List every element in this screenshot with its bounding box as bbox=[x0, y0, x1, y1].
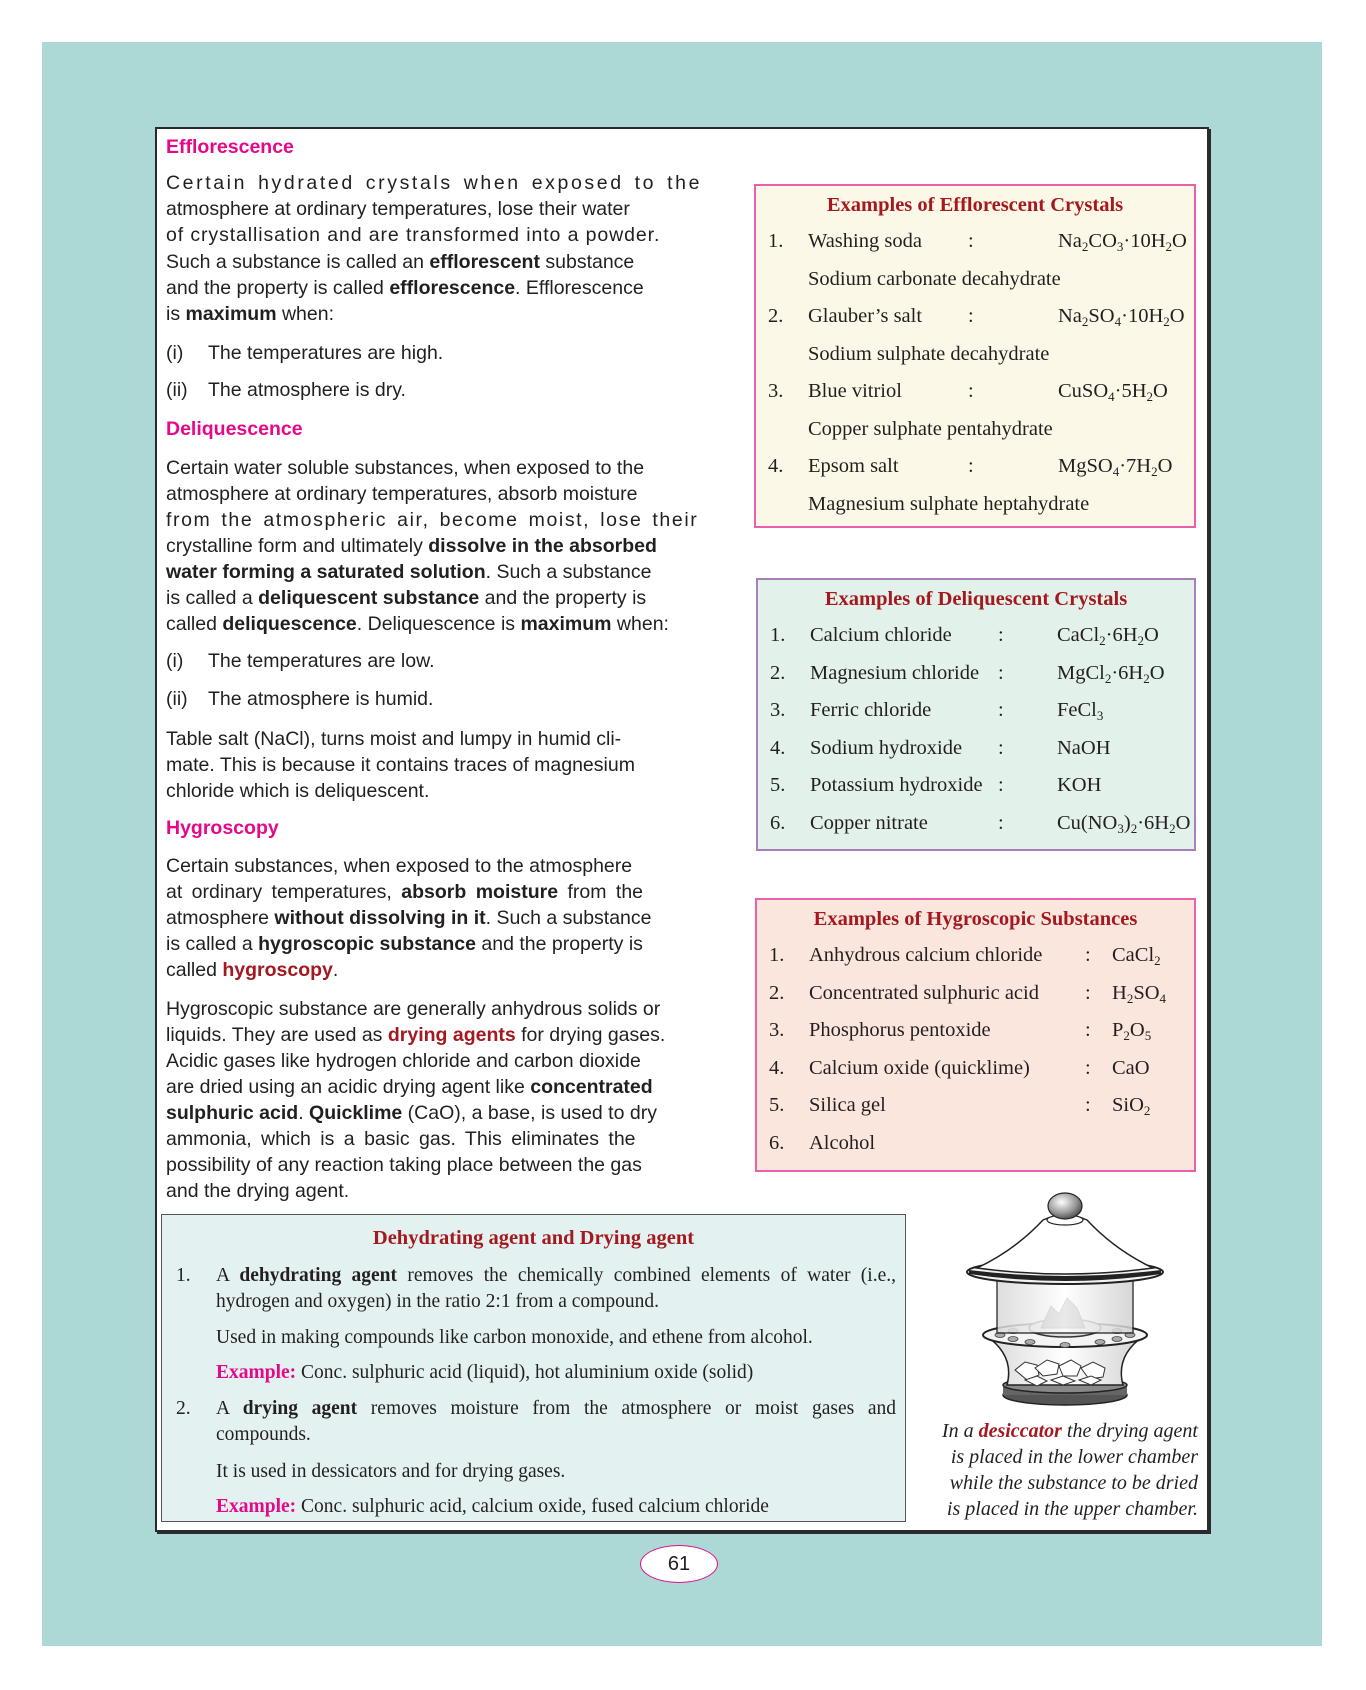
text: . Deliquescence is bbox=[356, 613, 521, 635]
item-formula: $CuSO_4\cdot 5H_2O$ bbox=[1058, 380, 1168, 404]
term-absorb-moisture: absorb moisture bbox=[401, 881, 559, 903]
efflorescence-condition-2 bbox=[166, 379, 406, 402]
text: removes the chemically combined elements of water (i.e., bbox=[397, 1265, 896, 1286]
description-text: Copper sulphate pentahydrate bbox=[808, 417, 1053, 440]
text: In a bbox=[941, 1420, 979, 1442]
deliquescence-condition-2 bbox=[166, 688, 433, 711]
term-concentrated: concentrated bbox=[530, 1076, 653, 1098]
text: crystalline form and ultimately bbox=[166, 535, 429, 557]
box-title: Examples of Deliquescent Crystals bbox=[824, 588, 1128, 610]
separator-colon: : bbox=[1085, 1019, 1091, 1042]
item-name: Glauber’s salt bbox=[808, 305, 923, 327]
hygroscopy-line-4 bbox=[166, 931, 720, 957]
text: is called a bbox=[166, 587, 259, 609]
text: A bbox=[216, 1265, 240, 1286]
example-row bbox=[770, 662, 1190, 690]
text: at ordinary temperatures, bbox=[166, 881, 402, 903]
item-number: 1. bbox=[176, 1265, 191, 1286]
efflorescence-line-5 bbox=[166, 275, 720, 301]
item-name: Copper nitrate bbox=[810, 812, 928, 834]
hygroscopy-line-3 bbox=[166, 905, 720, 931]
deliquescence-line-6 bbox=[166, 585, 720, 611]
item-formula: $H_2SO_4$ bbox=[1112, 981, 1167, 1006]
item-name: Blue vitriol bbox=[808, 380, 902, 402]
term-deliquescence: deliquescence bbox=[222, 613, 357, 635]
example-row bbox=[768, 230, 1188, 258]
item-formula: FeCl$_3$ bbox=[1057, 699, 1104, 724]
text: and the property is called bbox=[166, 277, 390, 299]
drying-use: It is used in dessicators and for drying gases. bbox=[216, 1461, 566, 1482]
hygroscopy-p2-line-8: and the drying agent. bbox=[166, 1180, 350, 1202]
deliquescence-line-2: atmosphere at ordinary temperatures, absorb moisture bbox=[166, 483, 638, 505]
separator-colon: : bbox=[998, 624, 1004, 646]
example-row bbox=[769, 1094, 1189, 1122]
separator-colon: : bbox=[998, 774, 1004, 797]
example-row bbox=[770, 737, 1190, 765]
item-name: Magnesium chloride bbox=[810, 661, 980, 684]
example-row bbox=[770, 624, 1190, 652]
item-number: 2. bbox=[768, 305, 784, 327]
example-row bbox=[769, 982, 1189, 1010]
term-desiccator: desiccator bbox=[978, 1420, 1062, 1442]
drying-line-2: compounds. bbox=[216, 1424, 311, 1445]
item-formula: CaCl$_2$ bbox=[1112, 944, 1161, 968]
separator-colon: : bbox=[968, 305, 974, 327]
deliquescence-line-4 bbox=[166, 533, 720, 559]
text: Such a substance is called an bbox=[166, 251, 430, 273]
item-number: 5. bbox=[769, 1094, 785, 1117]
separator-colon: : bbox=[998, 699, 1004, 722]
item-formula: CaO bbox=[1112, 1056, 1150, 1079]
term-deliquescent-substance: deliquescent substance bbox=[258, 587, 480, 609]
item-formula: $CaCl_2\cdot 6H_2O$ bbox=[1057, 624, 1159, 648]
box-title: Examples of Hygroscopic Substances bbox=[813, 908, 1138, 930]
item-number: 3. bbox=[770, 699, 786, 722]
condition-text: The atmosphere is dry. bbox=[208, 379, 406, 401]
text: the drying agent bbox=[1061, 1420, 1198, 1442]
efflorescent-examples-box bbox=[754, 184, 1196, 528]
item-formula: $Na_2CO_3\cdot 10H_2O$ bbox=[1058, 230, 1187, 254]
text: . bbox=[332, 959, 339, 981]
text: from the bbox=[558, 881, 644, 903]
example-row bbox=[769, 1057, 1189, 1085]
dehydrating-example bbox=[216, 1362, 753, 1384]
deliquescence-line-5 bbox=[166, 559, 720, 585]
deliquescence-condition-1 bbox=[166, 650, 435, 673]
text: is bbox=[166, 303, 186, 325]
efflorescence-line-2: atmosphere at ordinary temperatures, lose their water bbox=[166, 198, 630, 220]
term-dehydrating-agent: dehydrating agent bbox=[239, 1265, 398, 1286]
heading-deliquescence: Deliquescence bbox=[166, 418, 303, 440]
text: are dried using an acidic drying agent like bbox=[166, 1076, 531, 1098]
hygroscopy-p2-line-7: possibility of any reaction taking place between the gas bbox=[166, 1154, 642, 1176]
separator-colon: : bbox=[1085, 1056, 1091, 1079]
example-row bbox=[768, 455, 1188, 483]
condition-number: (ii) bbox=[166, 688, 188, 710]
description-text: Magnesium sulphate heptahydrate bbox=[808, 492, 1090, 515]
item-name: Phosphorus pentoxide bbox=[809, 1019, 991, 1042]
item-number: 4. bbox=[769, 1056, 785, 1079]
page-number: 61 bbox=[640, 1545, 718, 1583]
text: . Efflorescence bbox=[515, 277, 644, 299]
item-number: 4. bbox=[768, 455, 784, 477]
item-formula: $Cu(NO_3)_2\cdot 6H_2O$ bbox=[1057, 812, 1191, 836]
hygroscopy-line-2 bbox=[166, 879, 720, 905]
item-formula: NaOH bbox=[1057, 736, 1111, 759]
efflorescence-line-4 bbox=[166, 249, 720, 275]
text: liquids. They are used as bbox=[166, 1024, 388, 1046]
drying-example bbox=[216, 1496, 769, 1518]
example-text: Conc. sulphuric acid (liquid), hot aluminium oxide (solid) bbox=[296, 1362, 754, 1383]
separator-colon: : bbox=[998, 812, 1004, 834]
deliquescence-line-1: Certain water soluble substances, when exposed to the bbox=[166, 457, 645, 479]
item-formula: $P_2O_5$ bbox=[1112, 1019, 1152, 1044]
item-number: 3. bbox=[768, 380, 784, 402]
item-name: Washing soda bbox=[808, 230, 922, 252]
condition-number: (ii) bbox=[166, 379, 188, 401]
term-dissolve: dissolve in the absorbed bbox=[428, 535, 657, 557]
efflorescence-condition-1 bbox=[166, 342, 443, 365]
text: when: bbox=[276, 303, 334, 325]
example-row bbox=[768, 305, 1188, 333]
condition-number: (i) bbox=[166, 342, 184, 364]
heading-efflorescence: Efflorescence bbox=[166, 136, 294, 158]
hygroscopy-line-5 bbox=[166, 957, 720, 983]
dehydrating-drying-agent-box bbox=[161, 1214, 906, 1522]
separator-colon: : bbox=[1085, 944, 1091, 966]
separator-colon: : bbox=[1085, 1094, 1091, 1117]
item-name: Potassium hydroxide bbox=[810, 774, 983, 797]
example-row bbox=[770, 699, 1190, 727]
example-row bbox=[769, 1132, 1189, 1160]
dehydrating-line-2: hydrogen and oxygen) in the ratio 2:1 from a compound. bbox=[216, 1291, 659, 1312]
separator-colon: : bbox=[968, 230, 974, 252]
term-efflorescence: efflorescence bbox=[389, 277, 516, 299]
item-number: 6. bbox=[769, 1132, 785, 1154]
item-name: Sodium hydroxide bbox=[810, 736, 963, 759]
box-title: Dehydrating agent and Drying agent bbox=[372, 1227, 695, 1249]
item-name: Calcium oxide (quicklime) bbox=[809, 1056, 1030, 1079]
item-number: 1. bbox=[770, 624, 786, 646]
dehydrating-use: Used in making compounds like carbon monoxide, and ethene from alcohol. bbox=[216, 1327, 813, 1348]
term-drying-agents: drying agents bbox=[387, 1024, 516, 1046]
text: A bbox=[216, 1398, 243, 1419]
text: atmosphere bbox=[166, 907, 275, 929]
example-row bbox=[768, 380, 1188, 408]
text: and the property is bbox=[479, 587, 647, 609]
item-number: 1. bbox=[769, 944, 785, 966]
hygroscopic-examples-box bbox=[755, 898, 1196, 1172]
deliquescence-line-7 bbox=[166, 611, 720, 637]
heading-hygroscopy: Hygroscopy bbox=[166, 817, 279, 839]
text: substance bbox=[539, 251, 635, 273]
deliquescent-examples-box bbox=[756, 578, 1196, 851]
text: and the property is bbox=[475, 933, 643, 955]
description-text: Sodium carbonate decahydrate bbox=[808, 267, 1061, 290]
item-number: 3. bbox=[769, 1019, 785, 1042]
item-number: 1. bbox=[768, 230, 784, 252]
dehydrating-line-1 bbox=[216, 1265, 896, 1287]
term-sulphuric-acid: sulphuric acid bbox=[166, 1102, 299, 1124]
item-number: 5. bbox=[770, 774, 786, 797]
condition-text: The temperatures are low. bbox=[208, 650, 435, 672]
item-name: Epsom salt bbox=[808, 455, 899, 477]
deliquescence-note-line-2: mate. This is because it contains traces of magnesium bbox=[166, 754, 635, 776]
condition-text: The atmosphere is humid. bbox=[208, 688, 434, 710]
item-number: 2. bbox=[176, 1398, 191, 1419]
desiccator-caption-line-4: is placed in the upper chamber. bbox=[946, 1498, 1198, 1520]
desiccator-caption-line-2: is placed in the lower chamber bbox=[950, 1446, 1198, 1468]
example-label: Example: bbox=[216, 1362, 297, 1383]
term-hygroscopic-substance: hygroscopic substance bbox=[258, 933, 476, 955]
deliquescence-note-line-3: chloride which is deliquescent. bbox=[166, 780, 430, 802]
condition-text: The temperatures are high. bbox=[208, 342, 444, 364]
item-formula: $MgSO_4\cdot 7H_2O$ bbox=[1058, 455, 1173, 479]
separator-colon: : bbox=[968, 380, 974, 402]
text: . Such a substance bbox=[485, 561, 652, 583]
term-maximum: maximum bbox=[520, 613, 612, 635]
condition-number: (i) bbox=[166, 650, 184, 672]
item-name: Concentrated sulphuric acid bbox=[809, 981, 1039, 1004]
example-row bbox=[770, 774, 1190, 802]
description-text: Sodium sulphate decahydrate bbox=[808, 342, 1050, 365]
text: . bbox=[298, 1102, 310, 1124]
hygroscopy-line-1: Certain substances, when exposed to the atmosphere bbox=[166, 855, 633, 877]
item-number: 4. bbox=[770, 736, 786, 759]
item-name: Anhydrous calcium chloride bbox=[809, 944, 1043, 966]
box-title: Examples of Efflorescent Crystals bbox=[826, 194, 1124, 216]
desiccator-caption-line-1 bbox=[918, 1418, 1198, 1445]
efflorescence-line-1: Certain hydrated crystals when exposed to the bbox=[166, 172, 703, 194]
deliquescence-line-3: from the atmospheric air, become moist, lose their bbox=[166, 509, 699, 531]
hygroscopy-p2-line-1: Hygroscopic substance are generally anhydrous solids or bbox=[166, 998, 661, 1020]
efflorescence-line-3: of crystallisation and are transformed into a powder. bbox=[166, 224, 661, 246]
separator-colon: : bbox=[968, 455, 974, 477]
item-name: Calcium chloride bbox=[810, 624, 952, 646]
term-without-dissolving: without dissolving in it bbox=[274, 907, 486, 929]
desiccator-illustration-icon bbox=[955, 1190, 1175, 1410]
hygroscopy-p2-line-2 bbox=[166, 1022, 720, 1048]
example-row bbox=[769, 944, 1189, 972]
text: removes moisture from the atmosphere or moist gases and bbox=[357, 1398, 897, 1419]
item-name: Silica gel bbox=[809, 1094, 886, 1117]
item-name: Alcohol bbox=[809, 1132, 876, 1154]
text: is called a bbox=[166, 933, 259, 955]
example-label: Example: bbox=[216, 1496, 297, 1517]
deliquescence-note-line-1: Table salt (NaCl), turns moist and lumpy in humid cli- bbox=[166, 728, 622, 750]
item-name: Ferric chloride bbox=[810, 699, 932, 722]
separator-colon: : bbox=[998, 661, 1004, 684]
term-drying-agent: drying agent bbox=[242, 1398, 358, 1419]
example-text: Conc. sulphuric acid, calcium oxide, fused calcium chloride bbox=[296, 1496, 769, 1517]
text: called bbox=[166, 613, 223, 635]
desiccator-caption-line-3: while the substance to be dried bbox=[949, 1472, 1198, 1494]
text: for drying gases. bbox=[515, 1024, 666, 1046]
item-number: 2. bbox=[770, 661, 786, 684]
hygroscopy-p2-line-6: ammonia, which is a basic gas. This eliminates the bbox=[166, 1128, 636, 1150]
text: . Such a substance bbox=[485, 907, 652, 929]
item-formula: KOH bbox=[1057, 774, 1102, 797]
item-formula: $MgCl_2\cdot 6H_2O$ bbox=[1057, 661, 1165, 686]
example-row bbox=[769, 1019, 1189, 1047]
term-saturated-solution: water forming a saturated solution bbox=[166, 561, 486, 583]
hygroscopy-p2-line-3: Acidic gases like hydrogen chloride and carbon dioxide bbox=[166, 1050, 641, 1072]
text: called bbox=[166, 959, 223, 981]
term-maximum: maximum bbox=[185, 303, 277, 325]
efflorescence-line-6 bbox=[166, 301, 720, 327]
term-efflorescent: efflorescent bbox=[429, 251, 540, 273]
hygroscopy-p2-line-5 bbox=[166, 1100, 720, 1126]
drying-line-1 bbox=[216, 1398, 896, 1420]
item-number: 2. bbox=[769, 981, 785, 1004]
term-hygroscopy: hygroscopy bbox=[222, 959, 333, 981]
separator-colon: : bbox=[998, 736, 1004, 759]
item-number: 6. bbox=[770, 812, 786, 834]
item-formula: $Na_2SO_4\cdot 10H_2O$ bbox=[1058, 305, 1185, 329]
separator-colon: : bbox=[1085, 981, 1091, 1004]
hygroscopy-p2-line-4 bbox=[166, 1074, 720, 1100]
text: (CaO), a base, is used to dry bbox=[402, 1102, 657, 1124]
example-row bbox=[770, 812, 1190, 840]
term-quicklime: Quicklime bbox=[309, 1102, 403, 1124]
item-formula: SiO$_2$ bbox=[1112, 1094, 1151, 1119]
text: when: bbox=[611, 613, 669, 635]
